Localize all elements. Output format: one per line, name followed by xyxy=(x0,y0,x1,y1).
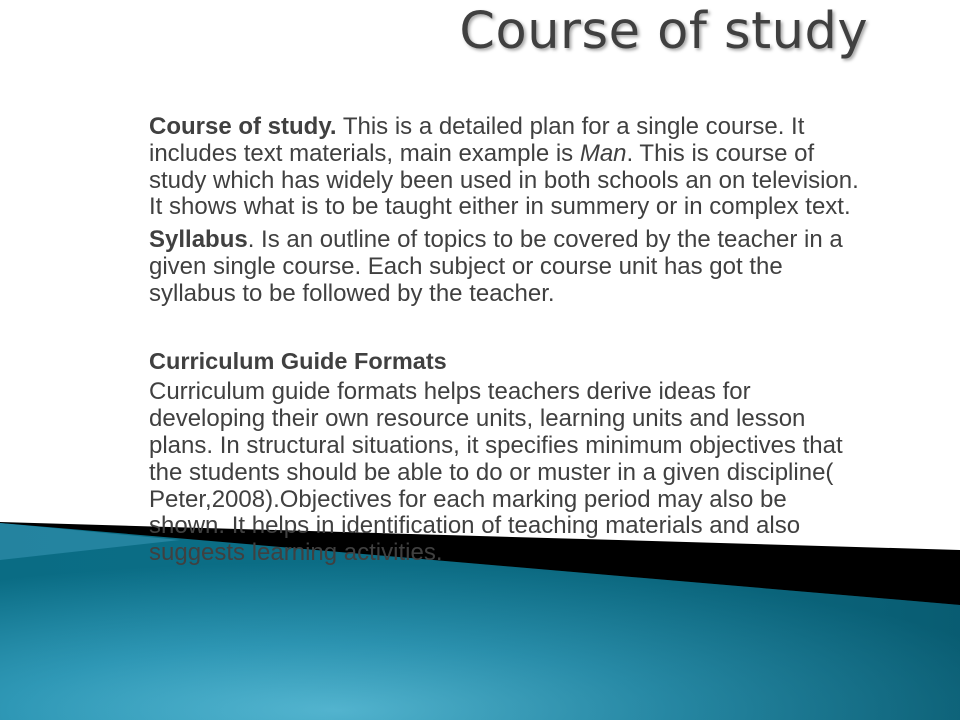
term-syllabus: Syllabus xyxy=(149,226,248,254)
section-heading: Curriculum Guide Formats xyxy=(149,347,447,374)
example-title: Man xyxy=(579,139,627,167)
slide-title: Course of study xyxy=(459,2,868,61)
paragraph-syllabus xyxy=(149,227,869,307)
paragraph-text: . Is an outline of topics to be covered by the teacher in a given single course. Each subject or course unit has got the syllabus to be followed by the teacher. xyxy=(149,226,843,307)
spacer xyxy=(149,308,869,348)
paragraph-text: This is a detailed plan for a single course. It includes text materials, main example is xyxy=(149,113,805,167)
paragraph-text: . This is course of study which has widely been used in both schools an on television. It shows what is to be taught either in summery or in complex text. xyxy=(149,139,859,221)
paragraph-curriculum-guide: Curriculum guide formats helps teachers derive ideas for developing their own resource units, learning units and lesson plans. In structural situations, it specifies minimum objectives that the students should be able to do or muster in a given discipline( Peter,2008).Objectives for each marking period may also be shown. It helps in identification of teaching materials and also suggests learning activities. xyxy=(149,378,843,567)
slide-body xyxy=(149,114,869,567)
paragraph-course-of-study xyxy=(149,114,869,221)
term-course-of-study: Course of study. xyxy=(149,113,337,140)
